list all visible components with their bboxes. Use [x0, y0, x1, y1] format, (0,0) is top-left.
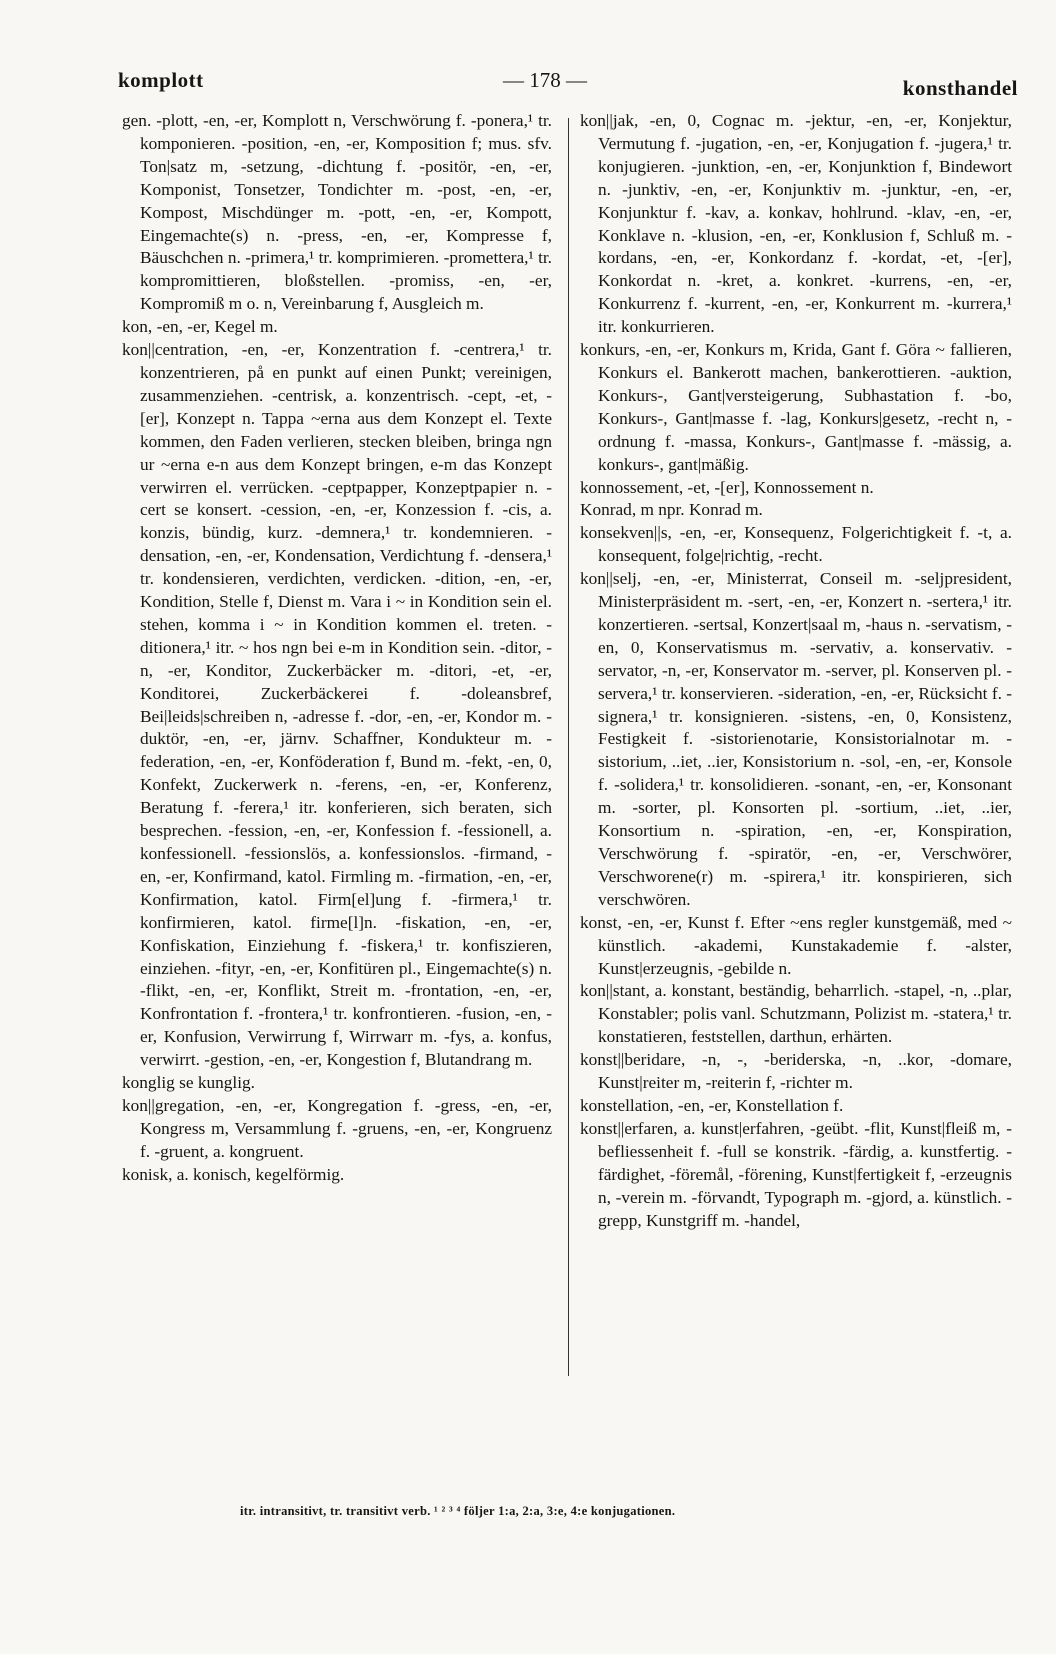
dictionary-entry: kon||jak, -en, 0, Cognac m. -jektur, -en, -er, Konjektur, Vermutung f. -jugation, -en, -er, Konjugation f. -jugera,¹ tr. konjugieren. -junktion, -en, -er, Konjunktion f, Bindewort n. -junktiv, -en, -er, Konjunktiv m. -junktur, -en, -er, Konjunktur f. -kav, a. konkav, hohlrund. -klav, -en, -er, Konklave n. -klusion, -en, -er, Konklusion f, Schluß m. -kordans, -en, -er, Konkordanz f. -kordat, -et, -[er], Konkordat n. -kret, a. konkret. -kurrens, -en, -er, Konkurrenz f. -kurrent, -en, -er, Konkurrent m. -kurrera,¹ itr. konkurrieren.: [580, 111, 1012, 337]
dictionary-entry: konnossement, -et, -[er], Konnossement n.: [580, 477, 874, 497]
dictionary-entry: konst, -en, -er, Kunst f. Efter ~ens regler kunstgemäß, med ~ künstlich. -akademi, Kunstakademie f. -alster, Kunst|erzeugnis, -gebilde n.: [580, 912, 1012, 978]
column-divider: [568, 118, 569, 1376]
dictionary-entry: konstellation, -en, -er, Konstellation f.: [580, 1095, 844, 1115]
dictionary-entry: konglig se kunglig.: [122, 1073, 255, 1093]
dictionary-entry: kon, -en, -er, Kegel m.: [122, 317, 278, 337]
dictionary-entry: konisk, a. konisch, kegelförmig.: [122, 1164, 345, 1184]
dictionary-entry: kon||stant, a. konstant, beständig, beharrlich. -stapel, -n, ..plar, Konstabler; polis vanl. Schutzmann, Polizist m. -statera,¹ tr. konstatieren, feststellen, darthun, erhärten.: [580, 981, 1012, 1047]
footnote-abbreviations: itr. intransitivt, tr. transitivt verb. ¹ ² ³ ⁴ följer 1:a, 2:a, 3:e, 4:e konjugationen.: [240, 1504, 676, 1518]
page-header: [118, 62, 1018, 102]
dictionary-entry: Konrad, m npr. Konrad m.: [580, 500, 763, 520]
page-number: — 178 —: [503, 68, 587, 92]
dictionary-entry: kon||centration, -en, -er, Konzentration f. -centrera,¹ tr. konzentrieren, på en punkt auf einen Punkt; vereinigen, zusammenziehen. -centrisk, a. konzentrisch. -cept, -et, -[er], Konzept n. Tappa ~erna aus dem Konzept el. Texte kommen, den Faden verlieren, stecken bleiben, bringa ngn ur ~erna e-n aus dem Konzept bringen, e-m das Konzept verwirren el. verrücken. -ceptpapper, Konzeptpapier n. -cert se konsert. -cession, -en, -er, Konzession f. -cis, a. konzis, bündig, kurz. -demnera,¹ tr. kondemnieren. -densation, -en, -er, Kondensation, Verdichtung f. -densera,¹ tr. kondensieren, verdichten, verdicken. -dition, -en, -er, Kondition, Stelle f, Dienst m. Vara i ~ in Kondition sein el. stehen, komma i ~ in Kondition kommen el. treten. -ditionera,¹ itr. ~ hos ngn bei e-m in Kondition sein. -ditor, -n, -er, Konditor, Zuckerbäcker m. -ditori, -et, -er, Konditorei, Zuckerbäckerei f. -doleansbref, Bei|leids|schreiben n, -adresse f. -dor, -en, -er, Kondor m. -duktör, -en, -er, järnv. Schaffner, Kondukteur m. -federation, -en, -er, Konföderation f, Bund m. -fekt, -en, 0, Konfekt, Zuckerwerk n. -ferens, -en, -er, Konferenz, Beratung f. -ferera,¹ itr. konferieren, sich beraten, sich besprechen. -fession, -en, -er, Konfession f. -fessionell, a. konfessionell. -fessionslös, a. konfessionslos. -firmand, -en, -er, Konfirmand, katol. Firmling m. -firmation, -en, -er, Konfirmation, katol. Firm[el]ung f. -firmera,¹ tr. konfirmieren, katol. firme[l]n. -fiskation, -en, -er, Konfiskation, Einziehung f. -fiskera,¹ tr. konfiszieren, einziehen. -fityr, -en, -er, Konfitüren pl., Eingemachte(s) n. -flikt, -en, -er, Konflikt, Streit m. -frontation, -en, -er, Konfrontation f. -frontera,¹ tr. konfrontieren. -fusion, -en, -er, Konfusion, Verwirrung f, Wirrwarr m. -fys, a. konfus, verwirrt. -gestion, -en, -er, Kongestion f, Blutandrang m.: [122, 340, 552, 1070]
dictionary-entry: konsekven||s, -en, -er, Konsequenz, Folgerichtigkeit f. -t, a. konsequent, folge|richtig, -recht.: [580, 523, 1012, 566]
dictionary-entry: kon||selj, -en, -er, Ministerrat, Conseil m. -seljpresident, Ministerpräsident m. -sert, -en, -er, Konzert n. -sertera,¹ itr. konzertieren. -sertsal, Konzert|saal m, -haus n. -servatism, -en, 0, Konservatismus m. -servativ, a. konservativ. -servator, -n, -er, Konservator m. -server, pl. Konserven pl. -servera,¹ tr. konservieren. -sideration, -en, -er, Rücksicht f. -signera,¹ tr. konsignieren. -sistens, -en, 0, Konsistenz, Festigkeit f. -sistorienotarie, Konsistorialnotar m. -sistorium, ..iet, ..ier, Konsistorium n. -sol, -en, -er, Konsole f. -solidera,¹ tr. konsolidieren. -sonant, -en, -er, Konsonant m. -sorter, pl. Konsorten pl. -sortium, ..iet, ..ier, Konsortium n. -spiration, -en, -er, Konspiration, Verschwörung f. -spiratör, -en, -er, Verschwörer, Verschworene(r) m. -spirera,¹ itr. konspirieren, sich verschwören.: [580, 569, 1012, 909]
right-column: [580, 110, 1012, 1232]
dictionary-entry: konst||erfaren, a. kunst|erfahren, -geübt. -flit, Kunst|fleiß m, -befliessenheit f. -full se konstrik. -färdig, a. kunstfertig. -färdighet, -föremål, -förening, Kunst|fertigkeit f, -erzeugnis n, -verein m. -förvandt, Typograph m. -gjord, a. künstlich. -grepp, Kunstgriff m. -handel,: [580, 1118, 1012, 1230]
dictionary-entry: kon||gregation, -en, -er, Kongregation f. -gress, -en, -er, Kongress m, Versammlung f. -gruens, -en, -er, Kongruenz f. -gruent, a. kongruent.: [122, 1095, 552, 1161]
dictionary-entry: gen. -plott, -en, -er, Komplott n, Verschwörung f. -ponera,¹ tr. komponieren. -position, -en, -er, Komposition f; mus. sfv. Ton|satz m, -setzung, -dichtung f. -positör, -en, -er, Komponist, Tonsetzer, Tondichter m. -post, -en, -er, Kompost, Mischdünger m. -pott, -en, -er, Kompott, Eingemachte(s) n. -press, -en, -er, Kompresse f, Bäuschchen n. -primera,¹ tr. komprimieren. -promettera,¹ tr. kompromittieren, bloßstellen. -promiss, -en, -er, Kompromiß m o. n, Vereinbarung f, Ausgleich m.: [122, 111, 552, 314]
running-head-right: konsthandel: [902, 76, 1018, 100]
running-head-left: komplott: [118, 68, 204, 92]
dictionary-entry: konkurs, -en, -er, Konkurs m, Krida, Gant f. Göra ~ fallieren, Konkurs el. Bankerott machen, bankerottieren. -auktion, Konkurs-, Gant|versteigerung, Subhastation f. -bo, Konkurs-, Gant|masse f. -lag, Konkurs|gesetz, -recht n, -ordnung f. -massa, Konkurs-, Gant|masse f. -mässig, a. konkurs-, gant|mäßig.: [580, 340, 1012, 474]
left-column: [122, 110, 552, 1187]
dictionary-entry: konst||beridare, -n, -, -beriderska, -n, ..kor, -domare, Kunst|reiter m, -reiterin f, -richter m.: [580, 1050, 1012, 1093]
